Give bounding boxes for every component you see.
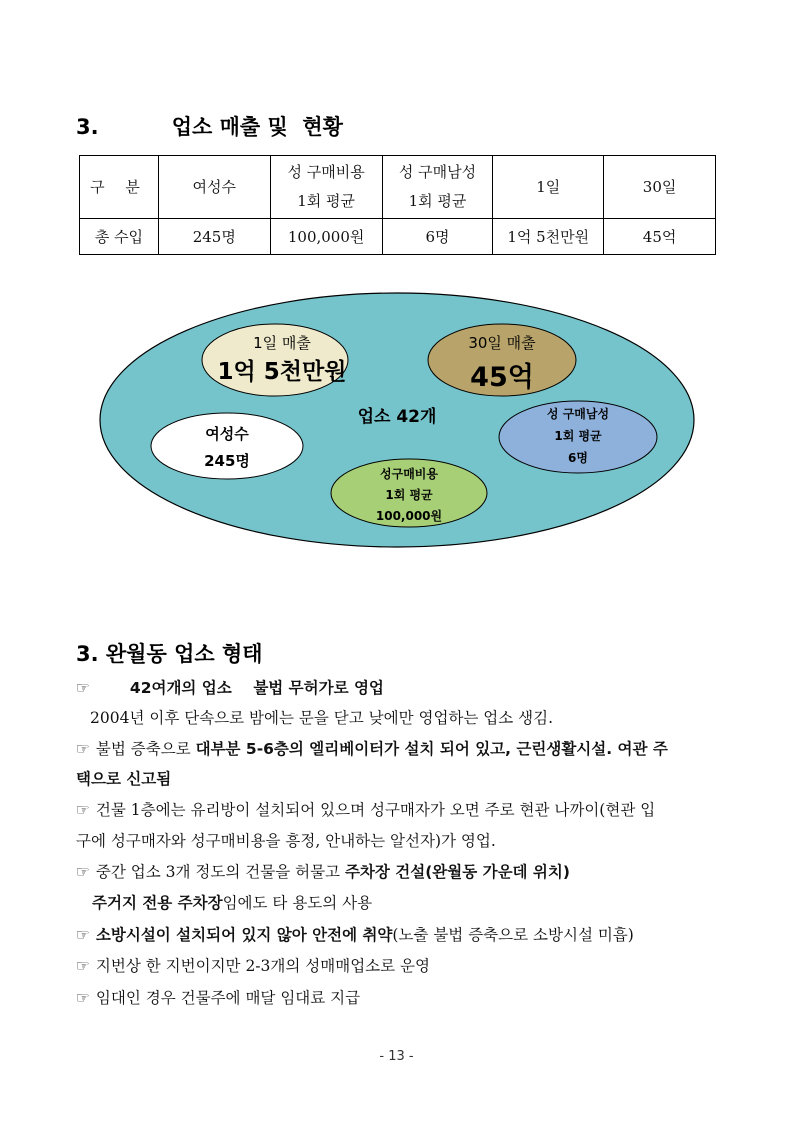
table-cell: 45억 [604, 219, 716, 255]
bullet-continuation: 구에 성구매자와 성구매비용을 흥정, 안내하는 알선자)가 영업. [76, 832, 496, 850]
bullet-text: 임에도 타 용도의 사용 [222, 894, 373, 912]
bullet-text: 42여개의 업소 불법 무허가로 영업 [129, 679, 384, 697]
pointing-hand-icon: ☞ [76, 679, 90, 697]
women-count-label: 여성수 [205, 425, 249, 443]
pointing-hand-icon: ☞ [76, 926, 90, 944]
table-header-cell: 구 분 [80, 156, 159, 219]
cost-line2: 1회 평균 [385, 488, 433, 502]
buyer-count-line1: 성 구매남성 [546, 407, 610, 421]
bullet-item [76, 988, 718, 1008]
bullet-bold-text: 주거지 전용 주차장 [92, 894, 223, 912]
bullet-subtext [92, 893, 734, 913]
bullet-text: 건물 1층에는 유리방이 설치되어 있으며 성구매자가 오면 주로 현관 나까이(현관 입 [95, 801, 656, 819]
table-header-cell: 1일 [493, 156, 604, 219]
pointing-hand-icon: ☞ [76, 740, 90, 758]
pointing-hand-icon: ☞ [76, 989, 90, 1007]
table-cell: 6명 [382, 219, 493, 255]
bullet-bold-text: 주차장 건설(완월동 가운데 위치) [344, 863, 570, 881]
pointing-hand-icon: ☞ [76, 801, 90, 819]
section-title-types: 3. 완월동 업소 형태 [76, 642, 263, 666]
bullet-text: 지번상 한 지번이지만 2-3개의 성매매업소로 운영 [95, 957, 430, 975]
table-header-cell: 성 구매남성 1회 평균 [382, 156, 493, 219]
bullet-text: 불법 증축으로 [95, 740, 196, 758]
bullet-bold-text: 대부분 5-6층의 엘리베이터가 설치 되어 있고, 근린생활시설. 여관 주 [195, 740, 668, 758]
pointing-hand-icon: ☞ [76, 863, 90, 881]
bullet-bold-text: 소방시설이 설치되어 있지 않아 안전에 취약 [95, 926, 393, 944]
bullet-item [76, 678, 718, 698]
cost-line1: 성구매비용 [380, 467, 438, 481]
table-header-cell: 여성수 [158, 156, 270, 219]
buyer-count-line2: 1회 평균 [554, 429, 602, 443]
table-cell: 총 수입 [80, 219, 159, 255]
bullet-subtext: 2004년 이후 단속으로 밤에는 문을 닫고 낮에만 영업하는 업소 생김. [90, 709, 554, 727]
bullet-text: 중간 업소 3개 정도의 건물을 허물고 [95, 863, 345, 881]
buyer-count-line3: 6명 [568, 451, 588, 465]
table-cell: 245명 [158, 219, 270, 255]
bullet-text: (노출 불법 증축으로 소방시설 미흡) [392, 926, 634, 944]
bullet-item [76, 739, 718, 759]
table-cell: 1억 5천만원 [493, 219, 604, 255]
table-header-cell: 30일 [604, 156, 716, 219]
cost-line3: 100,000원 [375, 509, 443, 523]
business-diagram [0, 0, 793, 560]
bullet-text: 임대인 경우 건물주에 매달 임대료 지급 [95, 989, 361, 1007]
table-cell: 100,000원 [270, 219, 382, 255]
bullet-item [76, 925, 718, 945]
daily-sales-value: 1억 5천만원 [217, 359, 347, 385]
bullet-continuation: 택으로 신고됨 [76, 770, 172, 788]
bullet-item [76, 800, 718, 820]
section-title-sales: 3. 업소 매출 및 현황 [76, 115, 343, 139]
pointing-hand-icon: ☞ [76, 957, 90, 975]
monthly-sales-label: 30일 매출 [468, 334, 536, 352]
table-header-cell: 성 구매비용 1회 평균 [270, 156, 382, 219]
bullet-item [76, 862, 718, 882]
monthly-sales-value: 45억 [470, 362, 534, 393]
bullet-item [76, 956, 718, 976]
page-number: - 13 - [379, 1049, 414, 1064]
daily-sales-label: 1일 매출 [253, 334, 311, 352]
business-count: 업소 42개 [357, 407, 437, 427]
women-count-value: 245명 [204, 452, 250, 470]
